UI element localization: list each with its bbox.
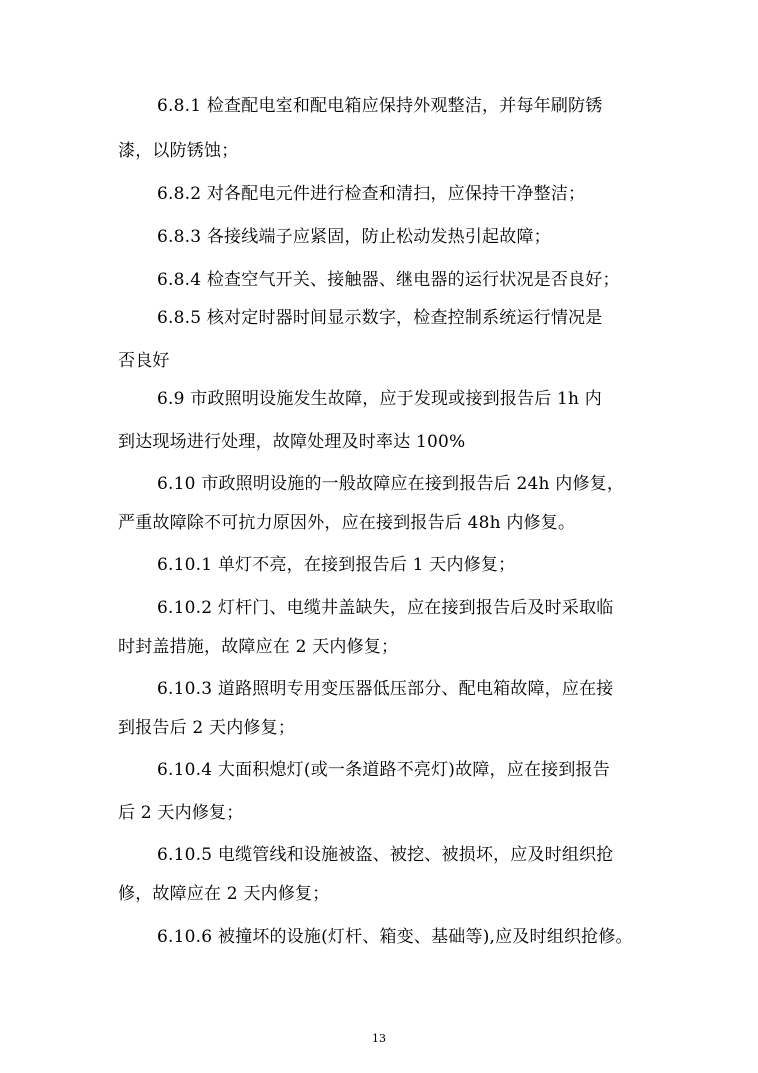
page-number: 13 xyxy=(372,1032,386,1045)
text-line: 否良好 xyxy=(118,351,170,371)
text-line: 漆，以防锈蚀； xyxy=(118,141,239,161)
text-line: 6.8.3 各接线端子应紧固，防止松动发热引起故障； xyxy=(157,227,551,247)
text-line: 6.8.2 对各配电元件进行检查和清扫，应保持干净整洁； xyxy=(157,184,586,204)
text-line: 6.10.1 单灯不亮，在接到报告后 1 天内修复； xyxy=(157,555,516,575)
text-line: 6.10.3 道路照明专用变压器低压部分、配电箱故障，应在接 xyxy=(157,679,614,699)
text-line: 6.10.4 大面积熄灯(或一条道路不亮灯)故障，应在接到报告 xyxy=(157,760,610,780)
text-line: 6.10.5 电缆管线和设施被盗、被挖、被损坏，应及时组织抢 xyxy=(157,845,614,865)
text-line: 到报告后 2 天内修复； xyxy=(118,718,296,738)
text-line: 6.10.6 被撞坏的设施(灯杆、箱变、基础等),应及时组织抢修。 xyxy=(157,927,633,947)
text-line: 后 2 天内修复； xyxy=(118,803,244,823)
text-line: 到达现场进行处理，故障处理及时率达 100% xyxy=(118,432,466,452)
text-line: 6.10 市政照明设施的一般故障应在接到报告后 24h 内修复， xyxy=(157,474,625,494)
text-line: 6.10.2 灯杆门、电缆井盖缺失，应在接到报告后及时采取临 xyxy=(157,598,614,618)
text-line: 时封盖措施，故障应在 2 天内修复； xyxy=(118,637,399,657)
text-line: 修，故障应在 2 天内修复； xyxy=(118,884,330,904)
text-line: 6.8.4 检查空气开关、接触器、继电器的运行状况是否良好； xyxy=(157,270,620,290)
text-line: 6.9 市政照明设施发生故障，应于发现或接到报告后 1h 内 xyxy=(157,389,603,409)
text-line: 严重故障除不可抗力原因外，应在接到报告后 48h 内修复。 xyxy=(118,513,576,533)
text-line: 6.8.1 检查配电室和配电箱应保持外观整洁，并每年刷防锈 xyxy=(157,96,603,116)
text-line: 6.8.5 核对定时器时间显示数字，检查控制系统运行情况是 xyxy=(157,308,603,328)
